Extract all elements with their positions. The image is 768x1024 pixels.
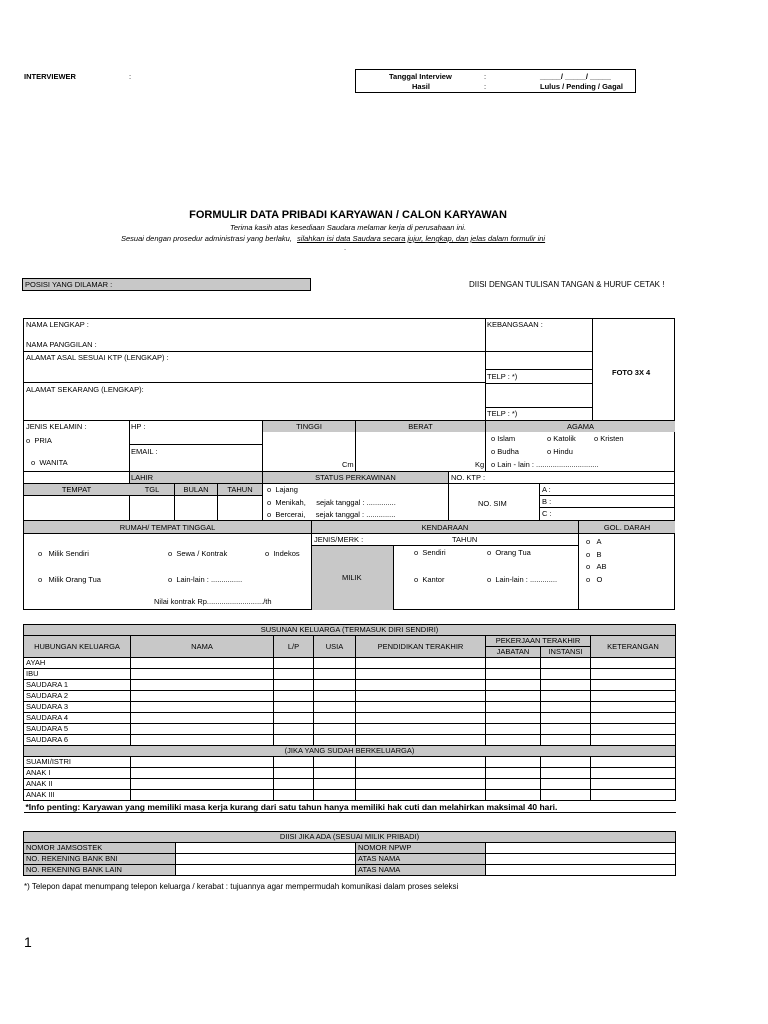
page-title: FORMULIR DATA PRIBADI KARYAWAN / CALON KARYAWAN [189, 209, 507, 221]
indekos-label: Indekos [273, 549, 300, 558]
table-row [24, 713, 676, 724]
interviewer-label: INTERVIEWER [24, 72, 76, 81]
hasil-colon: : [484, 82, 487, 91]
kend-orang-tua-label: Orang Tua [495, 548, 531, 557]
hindu-label: Hindu [553, 447, 573, 456]
alamat-sekarang-label: ALAMAT SEKARANG (LENGKAP): [26, 385, 144, 394]
telp-2-label: TELP : *) [487, 409, 518, 418]
tanggal-colon: : [484, 72, 487, 81]
usia-header: USIA [314, 636, 356, 658]
hubungan-header: HUBUNGAN KELUARGA [24, 636, 131, 658]
bank-title: DIISI JIKA ADA (SESUAI MILIK PRIBADI) [24, 832, 676, 843]
bulan-header: BULAN [183, 485, 209, 494]
tinggi-header: TINGGI [296, 422, 322, 431]
kend-sendiri-label: Sendiri [422, 548, 446, 557]
option-bercerai[interactable]: o Bercerai, sejak tanggal : .............. [267, 510, 396, 519]
sewa-label: Sewa / Kontrak [176, 549, 228, 558]
jenis-merk-label: JENIS/MERK : [314, 535, 364, 544]
sim-b-label: B : [542, 497, 552, 506]
bank-lain-label: NO. REKENING BANK LAIN [24, 865, 176, 876]
nilai-kontrak: Nilai kontrak Rp.........................../th [154, 597, 272, 606]
jabatan-header: JABATAN [486, 647, 541, 658]
row-label: AYAH [24, 658, 131, 669]
option-budha[interactable]: o Budha [491, 447, 519, 456]
page-number: 1 [24, 934, 32, 950]
tgl-header: TGL [144, 485, 160, 494]
posisi-field[interactable] [22, 278, 311, 291]
darah-a-label: A [596, 537, 602, 546]
lajang-label: Lajang [275, 485, 298, 494]
rumah-header: RUMAH/ TEMPAT TINGGAL [119, 523, 216, 532]
option-darah-ab[interactable]: o AB [586, 562, 607, 571]
darah-o-label: O [596, 575, 603, 584]
bank-lain-field[interactable] [176, 865, 356, 876]
atas-nama-1-label: ATAS NAMA [356, 854, 486, 865]
agama-header: AGAMA [566, 422, 595, 431]
hasil-value[interactable]: Lulus / Pending / Gagal [540, 82, 623, 91]
option-sewa[interactable]: o Sewa / Kontrak [168, 549, 228, 558]
katolik-label: Katolik [553, 434, 576, 443]
kebangsaan-label: KEBANGSAAN : [487, 320, 543, 329]
option-indekos[interactable]: o Indekos [265, 549, 300, 558]
subtitle-2a: Sesuai dengan prosedur administrasi yang berlaku, [121, 234, 292, 243]
atas-nama-2-field[interactable] [486, 865, 676, 876]
status-perkawinan-header: STATUS PERKAWINAN [315, 473, 396, 482]
table-row [24, 724, 676, 735]
option-darah-b[interactable]: o B [586, 550, 602, 559]
family-table [23, 624, 676, 813]
jamsostek-label: NOMOR JAMSOSTEK [24, 843, 176, 854]
table-row [24, 691, 676, 702]
option-pria[interactable] [26, 436, 52, 445]
table-row [24, 757, 676, 768]
milik-orang-tua-label: Milik Orang Tua [48, 575, 101, 584]
wanita-label: WANITA [39, 458, 68, 467]
telp-1-label: TELP : *) [487, 372, 518, 381]
option-wanita[interactable] [31, 458, 68, 467]
bni-label: NO. REKENING BANK BNI [24, 854, 176, 865]
married-title: (JIKA YANG SUDAH BERKELUARGA) [24, 746, 676, 757]
kendaraan-header: KENDARAAN [421, 523, 469, 532]
subtitle-2b: silahkan isi data Saudara secara jujur, lengkap, dan jelas dalam formulir ini [297, 234, 546, 243]
interviewer-colon: : [129, 72, 132, 81]
option-darah-a[interactable]: o A [586, 537, 602, 546]
gol-darah-header: GOL. DARAH [603, 523, 651, 532]
tanggal-label: Tanggal Interview [389, 72, 452, 81]
option-milik-orang-tua[interactable]: o Milik Orang Tua [38, 575, 101, 584]
table-row [24, 669, 676, 680]
option-menikah[interactable]: o Menikah, sejak tanggal : .............. [267, 498, 396, 507]
option-islam[interactable]: o Islam [491, 434, 516, 443]
lahir-header: LAHIR [131, 473, 154, 482]
nama-panggilan-label: NAMA PANGGILAN : [26, 340, 97, 349]
table-row [24, 735, 676, 746]
tempat-header: TEMPAT [61, 485, 92, 494]
option-kristen[interactable]: o Kristen [594, 434, 624, 443]
option-kend-sendiri[interactable]: o Sendiri [414, 548, 446, 557]
row-label: IBU [24, 669, 131, 680]
table-row [24, 702, 676, 713]
islam-label: Islam [497, 434, 516, 443]
family-title: SUSUNAN KELUARGA (TERMASUK DIRI SENDIRI) [24, 625, 676, 636]
atas-nama-1-field[interactable] [486, 854, 676, 865]
npwp-label: NOMOR NPWP [356, 843, 486, 854]
row-label: SAUDARA 5 [24, 724, 131, 735]
option-darah-o[interactable]: o O [586, 575, 603, 584]
kend-kantor-label: Kantor [422, 575, 445, 584]
menikah-label: Menikah, sejak tanggal : .............. [275, 498, 396, 507]
table-row [24, 790, 676, 801]
row-label: SAUDARA 1 [24, 680, 131, 691]
sim-a-label: A : [542, 485, 551, 494]
info-penting: *Info penting: Karyawan yang memiliki masa kerja kurang dari satu tahun hanya memiliki hak cuti dan melahirkan maksimal 40 hari. [24, 801, 676, 813]
bank-table [23, 831, 676, 876]
row-label: SAUDARA 2 [24, 691, 131, 702]
interview-info-box [355, 69, 636, 93]
bni-field[interactable] [176, 854, 356, 865]
title-subtitle-2 [121, 234, 545, 243]
nama-lengkap-label: NAMA LENGKAP : [26, 320, 89, 329]
kristen-label: Kristen [600, 434, 624, 443]
row-label: SAUDARA 3 [24, 702, 131, 713]
option-lajang[interactable]: o Lajang [267, 485, 298, 494]
pekerjaan-header: PEKERJAAN TERAKHIR [486, 636, 591, 647]
no-sim-label: NO. SIM [478, 499, 507, 508]
milik-sendiri-label: Milik Sendiri [48, 549, 89, 558]
option-kend-orang-tua[interactable]: o Orang Tua [487, 548, 531, 557]
alamat-ktp-label: ALAMAT ASAL SESUAI KTP (LENGKAP) : [26, 353, 169, 362]
atas-nama-2-label: ATAS NAMA [356, 865, 486, 876]
row-label: ANAK III [24, 790, 131, 801]
nama-header: NAMA [131, 636, 274, 658]
kend-lain-label: Lain-lain : ............. [495, 575, 558, 584]
option-kend-kantor[interactable]: o Kantor [414, 575, 445, 584]
table-row [24, 680, 676, 691]
row-label: SAUDARA 4 [24, 713, 131, 724]
cm-unit: Cm [342, 460, 354, 469]
budha-label: Budha [497, 447, 519, 456]
table-row [24, 768, 676, 779]
pria-label: PRIA [34, 436, 52, 445]
foto-placeholder: FOTO 3X 4 [612, 368, 651, 377]
hp-label: HP : [131, 422, 146, 431]
keterangan-header: KETERANGAN [591, 636, 676, 658]
tanggal-value[interactable]: _____/ _____/ _____ [540, 72, 611, 81]
berat-header: BERAT [408, 422, 433, 431]
option-katolik[interactable]: o Katolik [547, 434, 576, 443]
jenis-kelamin-label: JENIS KELAMIN : [26, 422, 87, 431]
jamsostek-field[interactable] [176, 843, 356, 854]
row-label: ANAK II [24, 779, 131, 790]
radio-icon: o [26, 436, 31, 445]
lp-header: L/P [274, 636, 314, 658]
npwp-field[interactable] [486, 843, 676, 854]
pendidikan-header: PENDIDIKAN TERAKHIR [356, 636, 486, 658]
option-lain-rumah[interactable]: o Lain-lain : ............... [168, 575, 243, 584]
tahun-header: TAHUN [227, 485, 253, 494]
title-subtitle-1: Terima kasih atas kesediaan Saudara melamar kerja di perusahaan ini. [229, 223, 467, 232]
table-row [24, 658, 676, 669]
footnote: *) Telepon dapat menumpang telepon keluarga / kerabat : tujuannya agar mempermudah komunikasi dalam proses seleksi [24, 882, 459, 891]
option-hindu[interactable]: o Hindu [547, 447, 573, 456]
hasil-label: Hasil [412, 82, 430, 91]
row-label: ANAK I [24, 768, 131, 779]
bercerai-label: Bercerai, sejak tanggal : .............. [275, 510, 396, 519]
no-ktp-label: NO. KTP : [451, 473, 486, 482]
radio-icon: o [31, 458, 36, 467]
option-lain-agama[interactable]: o Lain - lain : .............................. [491, 460, 599, 469]
darah-ab-label: AB [596, 562, 607, 571]
lain-agama-label: Lain - lain : .............................. [497, 460, 599, 469]
milik-label: MILIK [342, 573, 362, 582]
sim-c-label: C : [542, 509, 552, 518]
option-kend-lain[interactable]: o Lain-lain : ............. [487, 575, 558, 584]
darah-b-label: B [596, 550, 602, 559]
row-label: SUAMI/ISTRI [24, 757, 131, 768]
option-milik-sendiri[interactable]: o Milik Sendiri [38, 549, 89, 558]
kg-unit: Kg [475, 460, 485, 469]
posisi-note: DIISI DENGAN TULISAN TANGAN & HURUF CETAK ! [469, 280, 665, 289]
email-label: EMAIL : [131, 447, 158, 456]
row-label: SAUDARA 6 [24, 735, 131, 746]
instansi-header: INSTANSI [541, 647, 591, 658]
table-row [24, 779, 676, 790]
kend-tahun-label: TAHUN [452, 535, 478, 544]
title-dot: . [344, 243, 347, 252]
posisi-label: POSISI YANG DILAMAR : [25, 280, 113, 289]
lain-rumah-label: Lain-lain : ............... [176, 575, 243, 584]
